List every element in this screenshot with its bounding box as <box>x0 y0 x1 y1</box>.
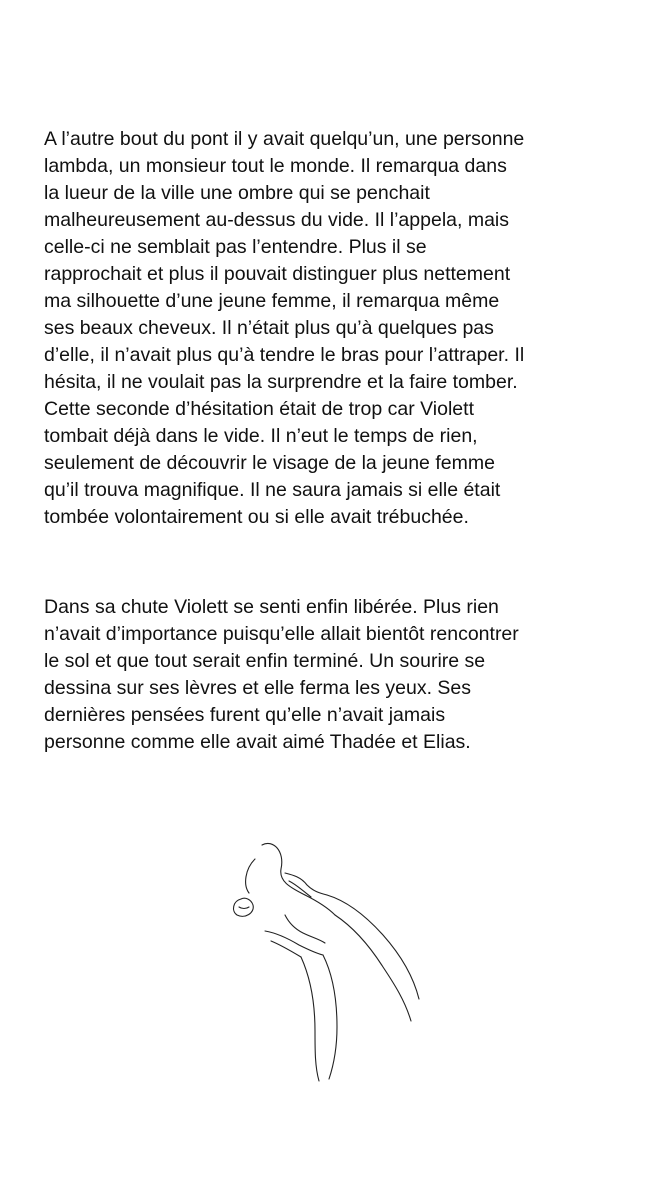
story-paragraph-1 <box>44 126 644 531</box>
text-line: hésita, il ne voulait pas la surprendre et la faire tomber. <box>44 371 518 393</box>
text-line: malheureusement au-dessus du vide. Il l’appela, mais <box>44 209 510 231</box>
text-line: tombée volontairement ou si elle avait trébuchée. <box>44 506 469 528</box>
text-line: qu’il trouva magnifique. Il ne saura jamais si elle était <box>44 479 501 501</box>
text-line: la lueur de la ville une ombre qui se penchait <box>44 182 430 204</box>
text-line: personne comme elle avait aimé Thadée et Elias. <box>44 731 471 753</box>
text-line: le sol et que tout serait enfin terminé. Un sourire se <box>44 650 486 672</box>
text-line: A l’autre bout du pont il y avait quelqu’un, une personne <box>44 128 525 150</box>
text-line: ma silhouette d’une jeune femme, il remarqua même <box>44 290 500 312</box>
text-line: seulement de découvrir le visage de la jeune femme <box>44 452 495 474</box>
text-line: lambda, un monsieur tout le monde. Il remarqua dans <box>44 155 507 177</box>
text-line: Cette seconde d’hésitation était de trop car Violett <box>44 398 474 420</box>
text-line: Dans sa chute Violett se senti enfin libérée. Plus rien <box>44 596 499 618</box>
text-line: n’avait d’importance puisqu’elle allait bientôt rencontrer <box>44 623 519 645</box>
text-line: celle-ci ne semblait pas l’entendre. Plus il se <box>44 236 427 258</box>
text-line: dernières pensées furent qu’elle n’avait jamais <box>44 704 446 726</box>
text-line: tombait déjà dans le vide. Il n’eut le temps de rien, <box>44 425 478 447</box>
text-line: ses beaux cheveux. Il n’était plus qu’à quelques pas <box>44 317 494 339</box>
text-line: d’elle, il n’avait plus qu’à tendre le bras pour l’attraper. Il <box>44 344 525 366</box>
story-paragraph-2 <box>44 594 644 756</box>
line-art-figure-hands-icon <box>215 835 435 1085</box>
text-line: dessina sur ses lèvres et elle ferma les yeux. Ses <box>44 677 472 699</box>
text-line: rapprochait et plus il pouvait distinguer plus nettement <box>44 263 511 285</box>
